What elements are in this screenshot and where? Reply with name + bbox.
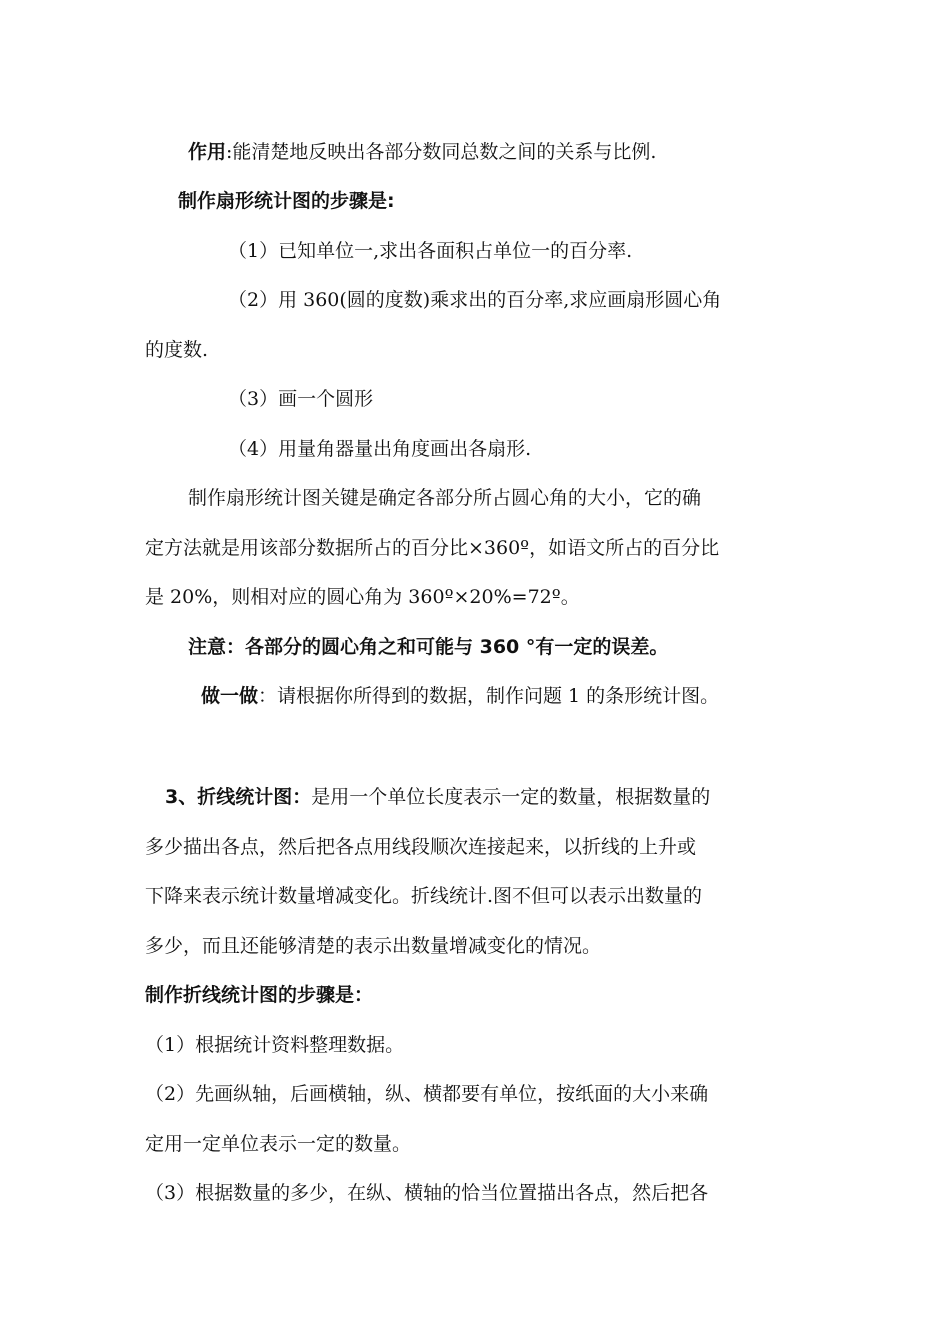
pie-key-line-2: 定方法就是用该部分数据所占的百分比×360º，如语文所占的百分比 — [145, 537, 720, 559]
usage-paragraph — [188, 139, 858, 165]
line-step-1: （1）根据统计资料整理数据。 — [145, 1034, 405, 1056]
pie-note: 注意：各部分的圆心角之和可能与 360 °有一定的误差。 — [188, 636, 669, 658]
pie-step-2-line-1: （2）用 360(圆的度数)乘求出的百分率,求应画扇形圆心角 — [228, 289, 722, 311]
line-steps-heading: 制作折线统计图的步骤是： — [145, 984, 374, 1006]
line-chart-definition-text: 是用一个单位长度表示一定的数量，根据数量的 — [311, 786, 711, 808]
pie-step-3: （3）画一个圆形 — [228, 388, 374, 410]
pie-step-4: （4）用量角器量出角度画出各扇形. — [228, 438, 532, 460]
line-chart-definition-line-2: 多少描出各点，然后把各点用线段顺次连接起来，以折线的上升或 — [145, 836, 697, 858]
line-chart-section-title: 3、折线统计图： — [165, 786, 312, 808]
pie-key-line-3: 是 20%，则相对应的圆心角为 360º×20%=72º。 — [145, 586, 580, 608]
pie-key-line-1: 制作扇形统计图关键是确定各部分所占圆心角的大小，它的确 — [188, 487, 702, 509]
try-paragraph — [201, 683, 871, 709]
line-chart-definition-line-4: 多少，而且还能够清楚的表示出数量增减变化的情况。 — [145, 935, 602, 957]
try-text: ：请根据你所得到的数据，制作问题 1 的条形统计图。 — [258, 685, 720, 707]
line-step-3: （3）根据数量的多少，在纵、横轴的恰当位置描出各点，然后把各 — [145, 1182, 709, 1204]
try-label: 做一做 — [201, 685, 259, 707]
usage-label: 作用 — [188, 141, 227, 163]
usage-text: :能清楚地反映出各部分数同总数之间的关系与比例. — [226, 141, 657, 163]
line-chart-definition-line-3: 下降来表示统计数量增减变化。折线统计.图不但可以表示出数量的 — [145, 885, 703, 907]
line-step-2-line-1: （2）先画纵轴，后画横轴，纵、横都要有单位，按纸面的大小来确 — [145, 1083, 709, 1105]
pie-step-2-line-2: 的度数. — [145, 339, 209, 361]
line-chart-definition-line-1 — [165, 784, 835, 810]
pie-step-1: （1）已知单位一,求出各面积占单位一的百分率. — [228, 240, 633, 262]
line-step-2-line-2: 定用一定单位表示一定的数量。 — [145, 1133, 412, 1155]
pie-steps-heading: 制作扇形统计图的步骤是: — [178, 190, 395, 212]
